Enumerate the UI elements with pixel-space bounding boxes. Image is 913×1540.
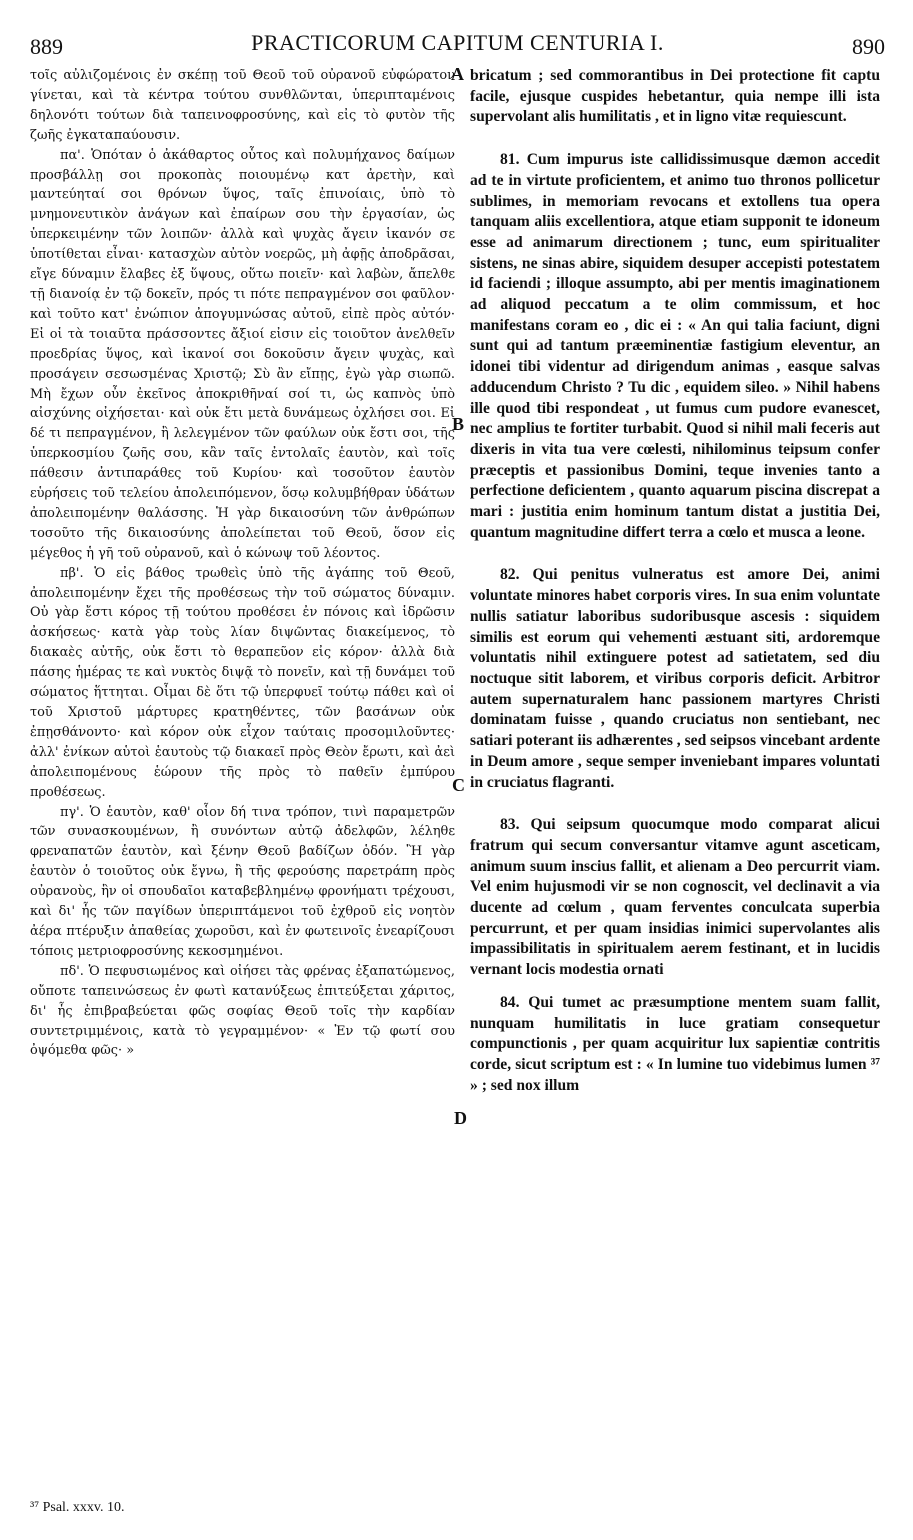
greek-paragraph-83: πγ'. Ὁ ἑαυτὸν, καθ' οἷον δή τινα τρόπον, τινὶ παραμετρῶν τῶν συνασκουμένων, ἢ συνόντων αὐτῷ ἀδελφῶν, λέληθε φρεναπατῶν ἑαυτὸν, καὶ ξένην Θεοῦ βαδίζων ὁδόν. Ἢ γὰρ ἑαυτὸν ὁ τοιοῦτος οὐκ ἔγνω, ἢ τῆς φερούσης παρετράπη πρὸς οὐρανοὺς, ἣν οἱ σπουδαῖοι καταβεβλημένῳ φρονήματι τρέχουσι, καὶ δι' ἧς τῶν παγίδων ὑπεριπτάμενοι τοῦ ἐχθροῦ εἰς νοητὸν ἀέρα πτέρυξιν ἀπαθείας χωροῦσι, καὶ ἐν φωτεινοῖς ἐνεαρίζουσι τόποις μετριοφροσύνης κεκοσμημένοι. [30, 804, 455, 959]
greek-paragraph-continuation: τοῖς αὐλιζομένοις ἐν σκέπῃ τοῦ Θεοῦ τοῦ οὐρανοῦ εὐφώρατον γίνεται, καὶ τὰ κέντρα τούτου συνθλῶνται, ὑπεριπταμένοις δηλονότι τούτων διὰ ταπεινοφροσύνης, καὶ εἰς τὸ φυτὸν τῆς ζωῆς ἐγκαταπαύουσιν. [30, 68, 455, 143]
greek-paragraph-82: πβ'. Ὁ εἰς βάθος τρωθεὶς ὑπὸ τῆς ἀγάπης τοῦ Θεοῦ, ἀπολειπομένην ἔχει τῆς προθέσεως τὴν τοῦ σώματος δύναμιν. Οὐ γὰρ ἔστι κόρος τῇ τούτου προθέσει ἐν πόνοις καὶ ἱδρῶσιν ἀσκήσεως· κατὰ γὰρ τοὺς λίαν διψῶντας διακείμενος, τὸ διακαὲς αὐτῆς, οὐκ ἔστι τὸ θεραπεῦον εἰς κόρον· ἀλλὰ διὰ πάσης ἡμέρας τε καὶ νυκτὸς διψᾷ τὸ πονεῖν, καὶ τῇ δυνάμει τοῦ σώματος ἥττηται. Οἶμαι δὲ ὅτι τῷ ὑπερφυεῖ τούτῳ πάθει καὶ οἱ τοῦ Χριστοῦ μάρτυρες κρατηθέντες, τῶν βασάνων οὐκ ἐπῃσθάνοντο· καὶ κόρον οὐκ εἶχον ταύταις προσομιλοῦντες· ἀλλ' ἐνίκων αὑτοὶ ἑαυτοὺς τῷ διακαεῖ πρὸς Θεὸν ἔρωτι, καὶ ἀεὶ ἀπολειπομένους ἑώρουν τῆς πρὸς τὸ παθεῖν ἐμπύρου προθέσεως. [30, 565, 455, 800]
latin-column [470, 66, 880, 1096]
page-number-right: 890 [852, 34, 885, 59]
latin-paragraph-continuation: bricatum ; sed commorantibus in Dei protectione fit captu facile, ejusque cuspides hebetantur, quia nempe illi ista supervolant alis humilitatis , et in ligno vitæ requiescunt. [470, 67, 880, 126]
margin-letter-c: C [452, 775, 465, 795]
margin-letter-a: A [451, 64, 464, 84]
greek-paragraph-81: πα'. Ὁπόταν ὁ ἀκάθαρτος οὗτος καὶ πολυμήχανος δαίμων προσβάλλῃ σοι προκοπὰς ποιουμένῳ κατ ἀρετὴν, καὶ μαντεύηταί σοι θρόνων ὕψος, ταῖς ἐπινοίαις, ὑπὸ τὸ μνημονευτικὸν ἀνάγων καὶ ἐπαίρων σου τὴν ἐργασίαν, ὡς ὑπερκειμένην τῶν λοιπῶν· ἀλλὰ καὶ ψυχὰς ἄγειν ἱκανόν σε ὑποτίθεται εἶναι· κατασχὼν αὐτὸν νοερῶς, μὴ ἀφῇς ἀποδρᾶσαι, εἴγε δύναμιν ἔλαβες ἐξ ὕψους, οὕτω ποιεῖν· καὶ λαβὼν, ἄπελθε τῇ διανοίᾳ ἐν τῷ δοκεῖν, πρός τι πότε πεπραγμένον σοι φαῦλον· καὶ τοῦτο κατ' ἐνώπιον ἀπογυμνώσας αὐτοῦ, εἰπὲ πρὸς αὐτόν· Εἰ οἱ τὰ τοιαῦτα πράσσοντες ἄξιοί εἰσιν εἰς τοιοῦτον ἀνελθεῖν προεδρίας ὕψος, καὶ ἱκανοί σοι δοκοῦσιν ἄγειν ψυχὰς, καὶ προσάγειν σεσωσμένας Χριστῷ; Σὺ ἂν εἴπῃς, ἐγὼ γὰρ σιωπῶ. Μὴ ἔχων οὖν ἐκεῖνος ἀποκριθῆναί σοί τι, ὡς καπνὸς ὑπὸ αἰσχύνης οἰχήσεται· καὶ οὐκ ἔτι μετὰ δυνάμεως ὀχλήσει σοι. Εἰ δέ τι πεπραγμένον, ἢ λελεγμένον τῶν φαύλων οὐκ ἔστι σοι, τῆς ὑπερκοσμίου ζωῆς σου, κἂν ταῖς ἐντολαῖς ἑαυτὸν, καὶ τοῖς πάθεσιν ἀντιπαράθες τοῦ Κυρίου· καὶ τοσοῦτον ἑαυτὸν εὑρήσεις τοῦ τελείου ἀπολειπόμενον, ὅσῳ κολυμβήθραν ὑδάτων ἀπολειπομένην θαλάσσης. Ἡ γὰρ δικαιοσύνη τῶν ἀνθρώπων τοσοῦτο τῆς δικαιοσύνης ἀπολείπεται τοῦ Θεοῦ, ὅσον εἰς μέγεθος ἡ γῆ τοῦ οὐρανοῦ, καὶ ὁ κώνωψ τοῦ λέοντος. [30, 147, 455, 561]
margin-letter-d: D [454, 1108, 467, 1128]
latin-paragraph-81: 81. Cum impurus iste callidissimusque dæmon accedit ad te in virtute proficientem, et animo tuo thronos pollicetur sublimes, in memoriam revocans et extollens tua opera tanquam aliis excellentiora, atque etiam supponit te idoneum esse ad animarum directionem ; tunc, eum spiritualiter sistens, ne sinas abire, siquidem desuper accepisti potestatem id faciendi ; illoque assumpto, abi per mentis imaginationem ad aliquod peccatum a te olim commissum, et hoc manifestans coram eo , dic ei : « An qui talia faciunt, digni sunt qui ad tantum præeminentiæ fastigium eleventur, an idonei tibi videntur ad dirigendum animas , easque salvas adducendum Christo ? Tu dic , equidem sileo. » Nihil habens ille quod tibi respondeat , ut fumus cum pudore evanescet, nec amplius te fortiter turbabit. Quod si nihil mali feceris aut dixeris in vita tua vere cœlesti, nihilominus teipsum confer præceptis et passionibus Domini, teque invenies tanto a perfectione deficientem , quanto aquarum piscina discrepat a mari : justitia enim hominum tantum distat a justitia Dei, quantum magnitudine differt terra a cœlo et musca a leone. [470, 151, 880, 541]
margin-letter-b: B [452, 414, 465, 434]
running-title: PRACTICORUM CAPITUM CENTURIA I. [251, 30, 664, 55]
running-header [30, 30, 885, 60]
page-number-left: 889 [30, 34, 63, 59]
latin-paragraph-83: 83. Qui seipsum quocumque modo comparat alicui fratrum qui secum conversantur vitamve agunt asceticam, animum suum inscius fallit, et alienam a Deo percurrit viam. Vel enim hujusmodi vir se non cognoscit, vel declinavit a via ducente ad cœlum , quam ferventes conculcata superbia percurrunt, et per quam insidias inimici supervolantes alis impassibilitatis in spiritualem aerem festinant, et in lucidis vernant locis modestia ornati [470, 816, 880, 979]
greek-column [30, 66, 455, 1061]
footnote: ³⁷ Psal. xxxv. 10. [30, 1500, 125, 1515]
greek-paragraph-84: πδ'. Ὁ πεφυσιωμένος καὶ οἰήσει τὰς φρένας ἐξαπατώμενος, οὔποτε ταπεινώσεως ἐν φωτὶ κατανύξεως ἐπιτεύξεται χάριτος, δι' ἧς ἐπιβραβεύεται φῶς σοφίας Θεοῦ τοῖς τὴν καρδίαν συντετριμμένοις, κατὰ τὸ γεγραμμένον· « Ἐν τῷ φωτί σου ὀψόμεθα φῶς· » [30, 963, 455, 1059]
latin-paragraph-82: 82. Qui penitus vulneratus est amore Dei, animi voluntate minores habet corporis vires. In sua enim voluntate nullis satiatur laboribus sudoribusque ascesis : siquidem similis est eorum qui vehementi æstuant siti, ardoremque voluntatis nihil extinguere potest ad satietatem, sed diu noctuque sitit laborem, et viribus corporis deficit. Arbitror autem supernaturalem hanc passionem martyres Christi dominatam fuisse , quando cruciatus non sentiebant, nec satiari poterant iis adhærentes , sed seipsos vincebant ardente in Deum amore , seque semper inveniebant impares voluntati in cruciatus flagranti. [470, 566, 880, 791]
latin-paragraph-84: 84. Qui tumet ac præsumptione mentem suam fallit, nunquam humilitatis in luce gratiam consequetur compunctionis , per quam acquiritur lux sapientiæ contritis corde, sicut scriptum est : « In lumine tuo videbimus lumen ³⁷ » ; sed nox illum [470, 993, 880, 1094]
